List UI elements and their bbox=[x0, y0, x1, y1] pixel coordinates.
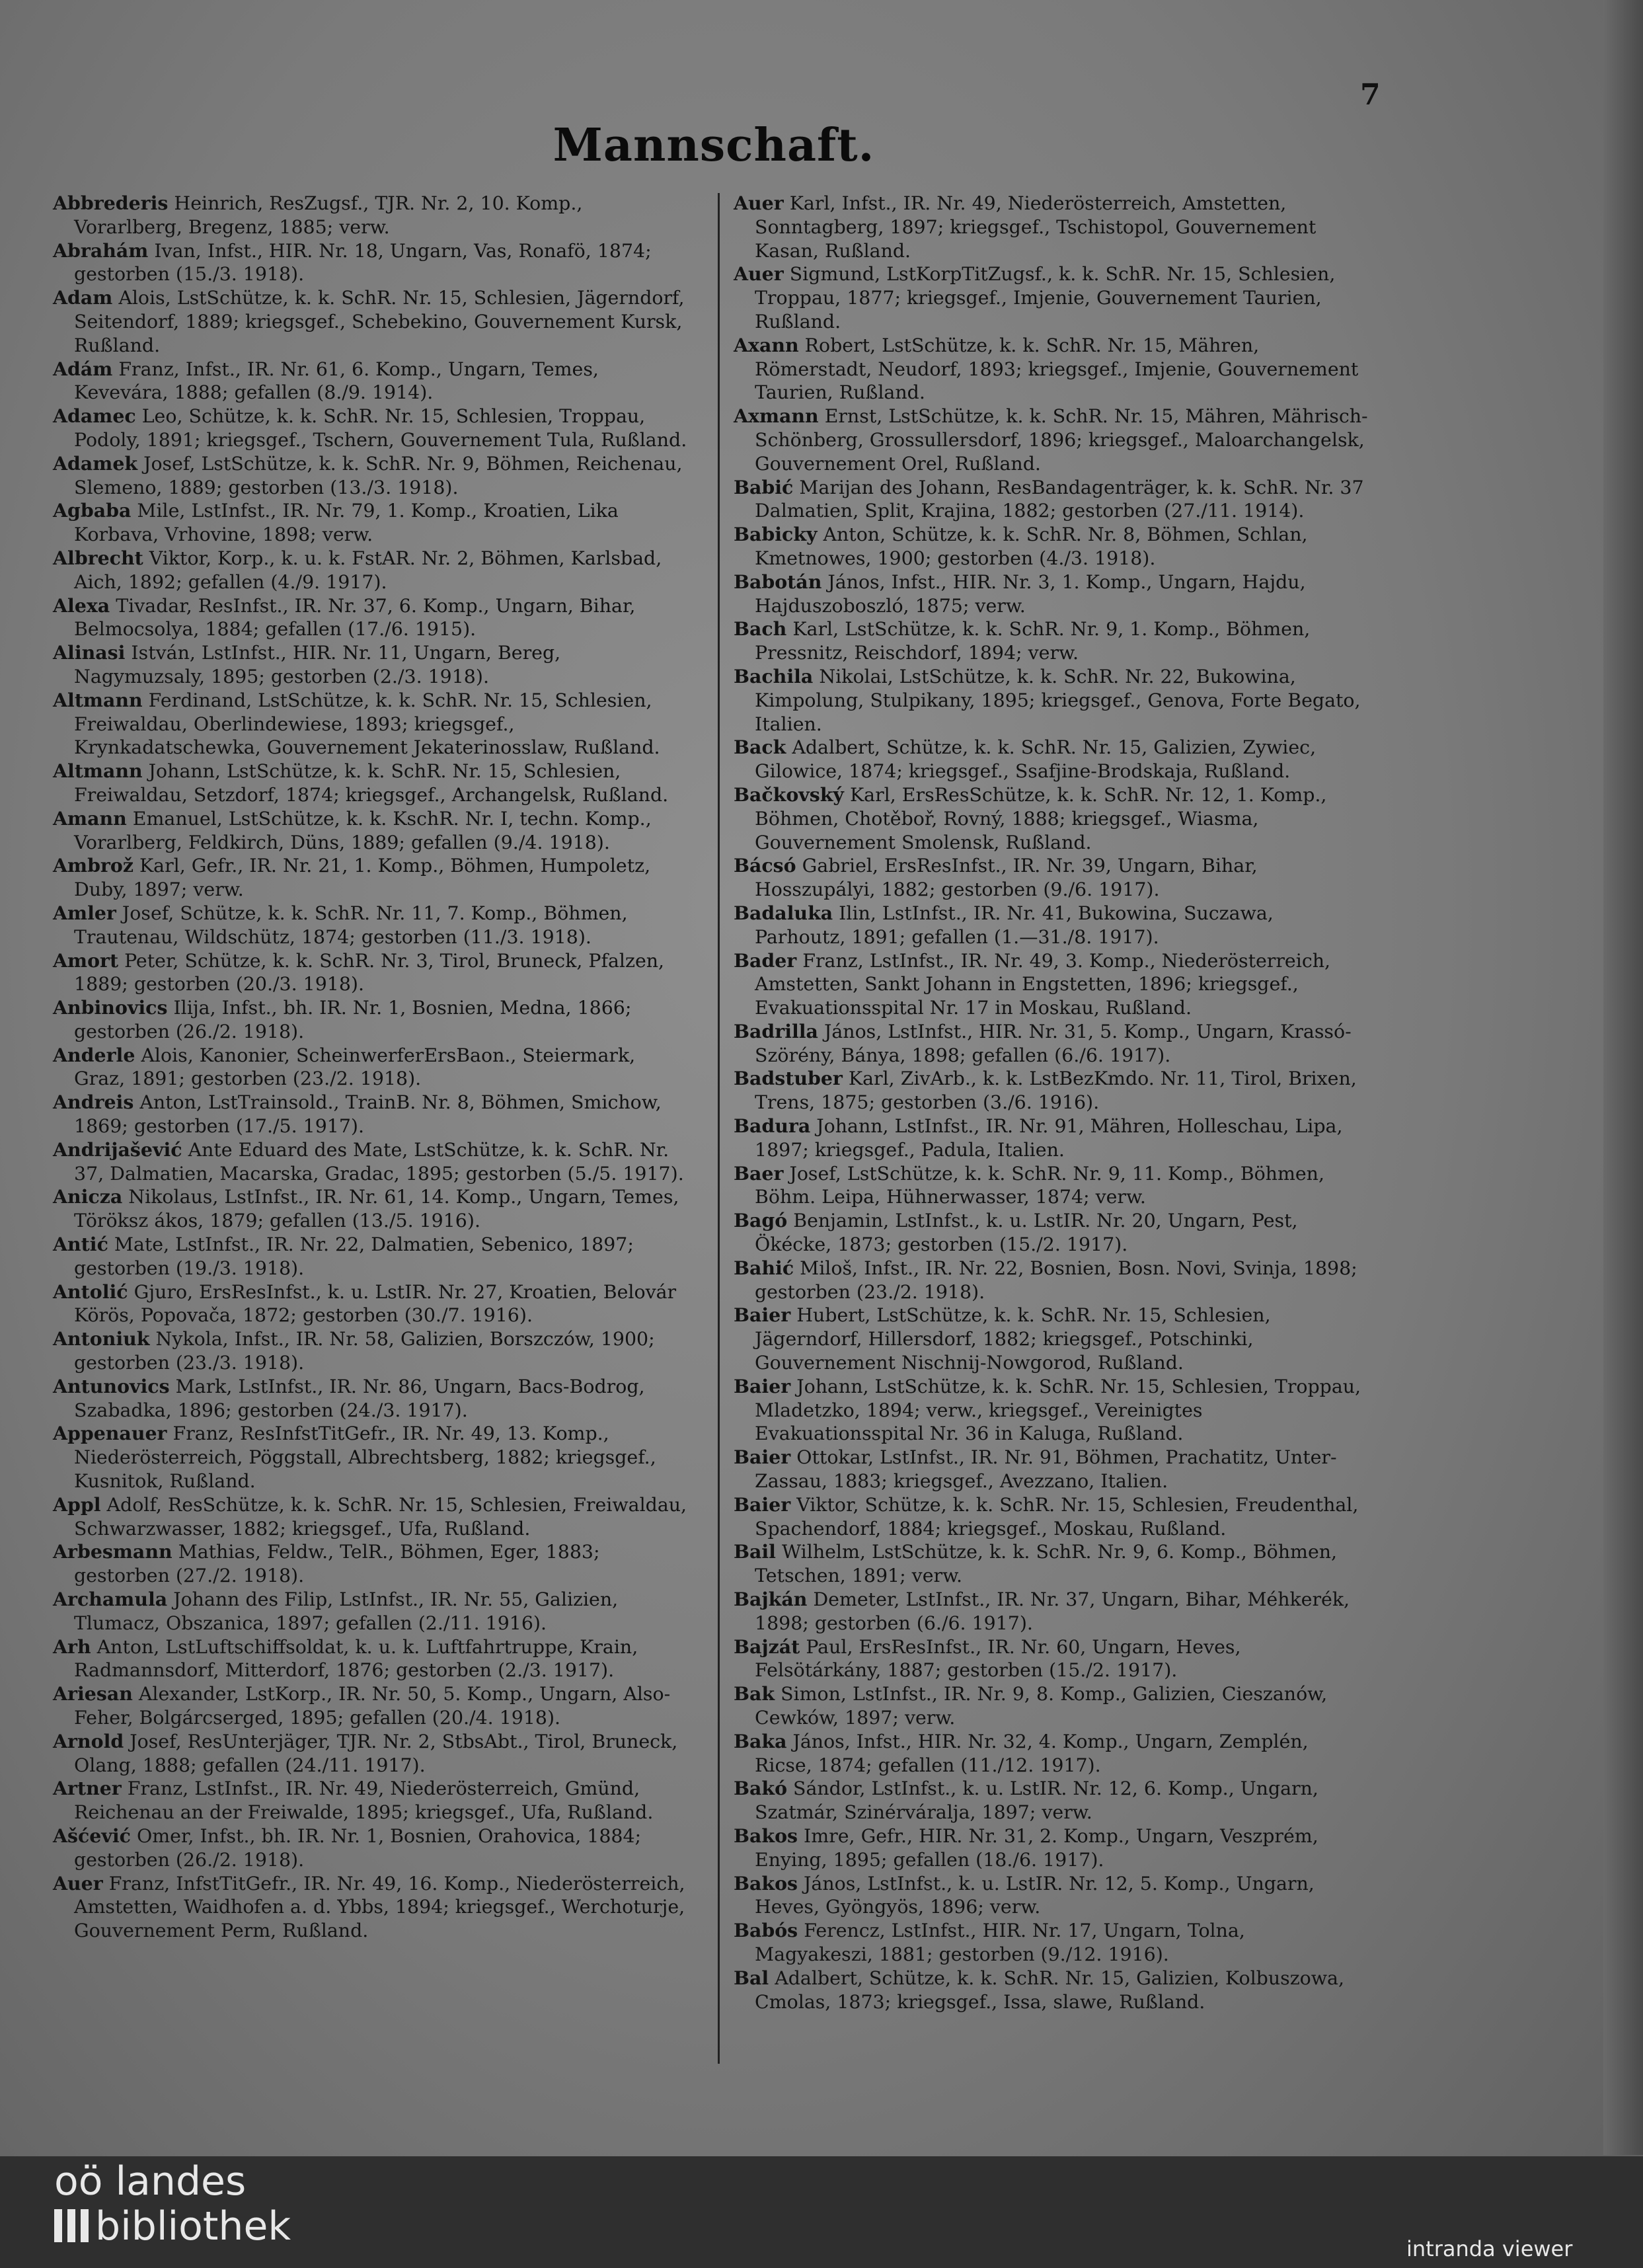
register-entry bbox=[734, 783, 1368, 854]
entry-details: Adalbert, Schütze, k. k. SchR. Nr. 15, Galizien, Kolbuszowa, Cmolas, 1873; kriegsgef., Issa, slawe, Rußland. bbox=[755, 1967, 1345, 2013]
register-entry bbox=[734, 1446, 1368, 1493]
register-entry bbox=[734, 1540, 1368, 1588]
register-entry bbox=[53, 1824, 687, 1872]
entry-surname: Axann bbox=[734, 333, 799, 356]
entry-surname: Bajkán bbox=[734, 1588, 808, 1611]
entry-details: Imre, Gefr., HIR. Nr. 31, 2. Komp., Ungarn, Veszprém, Enying, 1895; gefallen (18./6. 1917). bbox=[755, 1824, 1318, 1871]
entry-details: János, Infst., HIR. Nr. 3, 1. Komp., Ungarn, Hajdu, Hajduszoboszló, 1875; verw. bbox=[755, 570, 1306, 617]
register-entry bbox=[734, 1375, 1368, 1446]
right-column bbox=[734, 192, 1368, 2014]
entry-details: Gabriel, ErsResInfst., IR. Nr. 39, Ungarn, Bihar, Hosszupályi, 1882; gestorben (9./6. 1917). bbox=[755, 855, 1258, 901]
entry-surname: Amort bbox=[53, 949, 119, 972]
entry-surname: Adamec bbox=[53, 405, 136, 428]
entry-surname: Babós bbox=[734, 1919, 798, 1942]
entry-details: Karl, Infst., IR. Nr. 49, Niederösterreich, Amstetten, Sonntagberg, 1897; kriegsgef., Tschistopol, Gouvernement Kasan, Rußland. bbox=[755, 192, 1317, 262]
entry-details: János, Infst., HIR. Nr. 32, 4. Komp., Ungarn, Zemplén, Ricse, 1874; gefallen (11./12. 1917). bbox=[755, 1730, 1309, 1776]
register-entry bbox=[53, 760, 687, 807]
entry-details: Karl, LstSchütze, k. k. SchR. Nr. 9, 1. Komp., Böhmen, Pressnitz, Reischdorf, 1894; verw. bbox=[755, 618, 1311, 664]
register-entry bbox=[53, 949, 687, 997]
entry-details: Paul, ErsResInfst., IR. Nr. 60, Ungarn, Heves, Felsötárkány, 1887; gestorben (15./2. 1917). bbox=[755, 1635, 1241, 1682]
entry-surname: Arnold bbox=[53, 1729, 124, 1752]
register-entry bbox=[53, 1635, 687, 1683]
entry-surname: Baka bbox=[734, 1729, 787, 1752]
entry-surname: Badura bbox=[734, 1114, 811, 1138]
register-entry bbox=[53, 239, 687, 287]
register-entry bbox=[53, 854, 687, 902]
register-entry bbox=[734, 665, 1368, 736]
viewer-label: intranda viewer bbox=[1406, 2236, 1573, 2261]
entry-surname: Bachila bbox=[734, 664, 814, 687]
register-entry bbox=[734, 1067, 1368, 1114]
entry-surname: Bahić bbox=[734, 1256, 794, 1279]
register-entry bbox=[734, 1967, 1368, 2014]
entry-details: Viktor, Korp., k. u. k. FstAR. Nr. 2, Böhmen, Karlsbad, Aich, 1892; gefallen (4./9. 1917). bbox=[74, 547, 662, 593]
entry-details: Ferencz, LstInfst., HIR. Nr. 17, Ungarn, Tolna, Magyakeszi, 1881; gestorben (9./12. 1916). bbox=[755, 1920, 1245, 1965]
entry-details: Demeter, LstInfst., IR. Nr. 37, Ungarn, Bihar, Méhkerék, 1898; gestorben (6./6. 1917). bbox=[755, 1588, 1350, 1634]
entry-surname: Babotán bbox=[734, 570, 822, 593]
entry-details: János, LstInfst., k. u. LstIR. Nr. 12, 5. Komp., Ungarn, Heves, Gyöngyös, 1896; verw. bbox=[755, 1872, 1315, 1918]
entry-details: Nykola, Infst., IR. Nr. 58, Galizien, Borszczów, 1900; gestorben (23./3. 1918). bbox=[74, 1328, 655, 1374]
register-entry bbox=[734, 1777, 1368, 1824]
register-entry bbox=[53, 452, 687, 500]
register-entry bbox=[53, 689, 687, 760]
register-entry bbox=[53, 594, 687, 642]
register-entry bbox=[53, 1777, 687, 1824]
page-edge bbox=[1603, 0, 1643, 2155]
entry-surname: Bakó bbox=[734, 1777, 787, 1800]
entry-details: Franz, Infst., IR. Nr. 61, 6. Komp., Ungarn, Temes, Kevevára, 1888; gefallen (8./9. 1914). bbox=[74, 358, 599, 404]
entry-details: Johann des Filip, LstInfst., IR. Nr. 55, Galizien, Tlumacz, Obszanica, 1897; gefallen (2./11. 1916). bbox=[74, 1588, 619, 1634]
register-entry bbox=[53, 641, 687, 689]
entry-surname: Archamula bbox=[53, 1588, 168, 1611]
register-entry bbox=[734, 1919, 1368, 1967]
entry-details: Wilhelm, LstSchütze, k. k. SchR. Nr. 9, 6. Komp., Böhmen, Tetschen, 1891; verw. bbox=[755, 1541, 1338, 1587]
entry-details: Ilin, LstInfst., IR. Nr. 41, Bukowina, Suczawa, Parhoutz, 1891; gefallen (1.—31./8. 1917). bbox=[755, 902, 1274, 948]
entry-surname: Auer bbox=[53, 1871, 103, 1895]
register-entry bbox=[53, 1730, 687, 1778]
entry-surname: Baier bbox=[734, 1493, 791, 1516]
entry-details: Robert, LstSchütze, k. k. SchR. Nr. 15, Mähren, Römerstadt, Neudorf, 1893; kriegsgef., Imjenie, Gouvernement Taurien, Rußland. bbox=[755, 334, 1359, 404]
entry-surname: Auer bbox=[734, 262, 784, 286]
register-entry bbox=[53, 405, 687, 452]
entry-surname: Babić bbox=[734, 475, 794, 498]
register-entry bbox=[734, 476, 1368, 524]
entry-details: Franz, LstInfst., IR. Nr. 49, 3. Komp., Niederösterreich, Amstetten, Sankt Johann in Engstetten, 1896; kriegsgef., Evakuationsspital Nr. 17 in Moskau, Rußland. bbox=[755, 949, 1331, 1019]
entry-details: Ernst, LstSchütze, k. k. SchR. Nr. 15, Mähren, Mährisch-Schönberg, Grossullersdorf, 1896; kriegsgef., Maloarchangelsk, Gouvernement Orel, Rußland. bbox=[755, 405, 1368, 475]
entry-surname: Bader bbox=[734, 949, 797, 972]
register-entry bbox=[53, 1233, 687, 1280]
register-entry bbox=[53, 1682, 687, 1730]
entry-details: Franz, LstInfst., IR. Nr. 49, Niederösterreich, Gmünd, Reichenau an der Freiwalde, 1895; kriegsgef., Ufa, Rußland. bbox=[74, 1778, 654, 1824]
entry-surname: Bakos bbox=[734, 1824, 798, 1847]
register-entry bbox=[734, 949, 1368, 1020]
entry-surname: Bačkovský bbox=[734, 783, 844, 806]
register-entry bbox=[53, 902, 687, 949]
register-entry bbox=[53, 499, 687, 547]
entry-surname: Alexa bbox=[53, 594, 110, 617]
register-entry bbox=[53, 1588, 687, 1635]
entry-details: Alois, Kanonier, ScheinwerferErsBaon., Steiermark, Graz, 1891; gestorben (23./2. 1918). bbox=[74, 1044, 636, 1090]
entry-surname: Baier bbox=[734, 1374, 791, 1397]
entry-surname: Anderle bbox=[53, 1043, 135, 1066]
entry-surname: Andrijašević bbox=[53, 1138, 182, 1161]
entry-surname: Amann bbox=[53, 806, 127, 830]
register-entry bbox=[53, 1375, 687, 1423]
entry-details: János, LstInfst., HIR. Nr. 31, 5. Komp., Ungarn, Krassó-Szörény, Bánya, 1898; gefallen (6./6. 1917). bbox=[755, 1020, 1352, 1066]
register-entry bbox=[734, 1114, 1368, 1162]
entry-details: Ottokar, LstInfst., IR. Nr. 91, Böhmen, Prachatitz, Unter-Zassau, 1883; kriegsgef., Avezzano, Italien. bbox=[755, 1446, 1337, 1493]
register-entry bbox=[53, 1493, 687, 1541]
entry-details: Karl, Gefr., IR. Nr. 21, 1. Komp., Böhmen, Humpoletz, Duby, 1897; verw. bbox=[74, 855, 651, 901]
entry-details: Omer, Infst., bh. IR. Nr. 1, Bosnien, Orahovica, 1884; gestorben (26./2. 1918). bbox=[74, 1824, 642, 1871]
entry-details: Franz, InfstTitGefr., IR. Nr. 49, 16. Komp., Niederösterreich, Amstetten, Waidhofen a. d. Ybbs, 1894; kriegsgef., Werchoturje, Gouvernement Perm, Rußland. bbox=[74, 1872, 685, 1942]
register-entry bbox=[53, 1044, 687, 1091]
entry-surname: Alinasi bbox=[53, 641, 126, 664]
logo-line-2: bibliothek bbox=[95, 2203, 291, 2249]
register-entry bbox=[734, 1493, 1368, 1541]
entry-details: Johann, LstSchütze, k. k. SchR. Nr. 15, Schlesien, Freiwaldau, Setzdorf, 1874; kriegsgef., Archangelsk, Rußland. bbox=[74, 760, 669, 806]
entry-surname: Baier bbox=[734, 1304, 791, 1327]
entry-details: Simon, LstInfst., IR. Nr. 9, 8. Komp., Galizien, Cieszanów, Cewków, 1897; verw. bbox=[755, 1683, 1328, 1729]
register-entry bbox=[53, 807, 687, 855]
register-entry bbox=[53, 1091, 687, 1138]
entry-surname: Abbrederis bbox=[53, 192, 169, 214]
library-logo bbox=[54, 2160, 291, 2250]
register-entry bbox=[53, 286, 687, 357]
entry-details: Ante Eduard des Mate, LstSchütze, k. k. SchR. Nr. 37, Dalmatien, Macarska, Gradac, 1895; gestorben (5./5. 1917). bbox=[74, 1138, 684, 1185]
entry-surname: Baer bbox=[734, 1161, 784, 1185]
register-entry bbox=[734, 1257, 1368, 1304]
page-number: 7 bbox=[1360, 78, 1381, 112]
register-entry bbox=[734, 1682, 1368, 1730]
entry-surname: Ašćević bbox=[53, 1824, 131, 1847]
register-entry bbox=[53, 358, 687, 405]
entry-details: Josef, LstSchütze, k. k. SchR. Nr. 9, 11. Komp., Böhmen, Böhm. Leipa, Hühnerwasser, 1874; verw. bbox=[755, 1162, 1324, 1208]
entry-surname: Antoniuk bbox=[53, 1327, 150, 1350]
register-entry bbox=[734, 617, 1368, 665]
entry-surname: Badstuber bbox=[734, 1067, 843, 1090]
logo-bars-icon bbox=[54, 2209, 89, 2242]
entry-details: Leo, Schütze, k. k. SchR. Nr. 15, Schlesien, Troppau, Podoly, 1891; kriegsgef., Tschern, Gouvernement Tula, Rußland. bbox=[74, 405, 687, 451]
register-entry bbox=[53, 1138, 687, 1186]
entry-details: Viktor, Schütze, k. k. SchR. Nr. 15, Schlesien, Freudenthal, Spachendorf, 1884; kriegsgef., Moskau, Rußland. bbox=[755, 1493, 1359, 1540]
entry-surname: Bak bbox=[734, 1682, 775, 1705]
register-entry bbox=[734, 1588, 1368, 1635]
entry-details: Ilija, Infst., bh. IR. Nr. 1, Bosnien, Medna, 1866; gestorben (26./2. 1918). bbox=[74, 997, 632, 1042]
entry-surname: Antolić bbox=[53, 1280, 128, 1303]
entry-surname: Altmann bbox=[53, 688, 143, 711]
register-entry bbox=[734, 405, 1368, 475]
register-entry bbox=[53, 1185, 687, 1233]
entry-surname: Adam bbox=[53, 286, 113, 309]
entry-surname: Axmann bbox=[734, 405, 819, 428]
entry-surname: Ariesan bbox=[53, 1682, 133, 1705]
entry-surname: Babicky bbox=[734, 523, 818, 546]
register-entry bbox=[53, 1872, 687, 1943]
entry-surname: Amler bbox=[53, 901, 116, 924]
entry-details: Marijan des Johann, ResBandagenträger, k. k. SchR. Nr. 37 Dalmatien, Split, Krajina, 1882; gestorben (27./11. 1914). bbox=[755, 476, 1364, 522]
entry-surname: Altmann bbox=[53, 760, 143, 783]
entry-details: Ferdinand, LstSchütze, k. k. SchR. Nr. 15, Schlesien, Freiwaldau, Oberlindewiese, 1893; kriegsgef., Krynkadatschewka, Gouvernement Jekaterinosslaw, Rußland. bbox=[74, 689, 660, 759]
register-entry bbox=[734, 1304, 1368, 1374]
entry-details: Sándor, LstInfst., k. u. LstIR. Nr. 12, 6. Komp., Ungarn, Szatmár, Szinérváralja, 1897; verw. bbox=[755, 1778, 1318, 1824]
logo-line-1: oö landes bbox=[54, 2158, 247, 2205]
register-entry bbox=[734, 736, 1368, 783]
entry-details: Heinrich, ResZugsf., TJR. Nr. 2, 10. Komp., Vorarlberg, Bregenz, 1885; verw. bbox=[74, 192, 583, 238]
entry-surname: Ambrož bbox=[53, 854, 134, 877]
entry-details: Johann, LstInfst., IR. Nr. 91, Mähren, Holleschau, Lipa, 1897; kriegsgef., Padula, Italien. bbox=[755, 1115, 1343, 1161]
entry-surname: Anbinovics bbox=[53, 996, 168, 1019]
entry-surname: Appenauer bbox=[53, 1422, 167, 1445]
register-entry bbox=[734, 1162, 1368, 1210]
register-entry bbox=[734, 1824, 1368, 1872]
register-entry bbox=[734, 1872, 1368, 1920]
entry-details: Josef, Schütze, k. k. SchR. Nr. 11, 7. Komp., Böhmen, Trautenau, Wildschütz, 1874; gestorben (11./3. 1918). bbox=[74, 902, 628, 948]
entry-details: Mathias, Feldw., TelR., Böhmen, Eger, 1883; gestorben (27./2. 1918). bbox=[74, 1541, 600, 1587]
register-entry bbox=[734, 1209, 1368, 1257]
register-entry bbox=[734, 1635, 1368, 1683]
register-entry bbox=[734, 192, 1368, 262]
left-column bbox=[53, 192, 687, 1943]
entry-details: Franz, ResInfstTitGefr., IR. Nr. 49, 13. Komp., Niederösterreich, Pöggstall, Albrechtsberg, 1882; kriegsgef., Kusnitok, Rußland. bbox=[74, 1423, 656, 1493]
register-entry bbox=[53, 192, 687, 239]
entry-surname: Bajzát bbox=[734, 1635, 800, 1658]
entry-surname: Bach bbox=[734, 617, 787, 641]
entry-surname: Anicza bbox=[53, 1185, 123, 1208]
entry-surname: Antunovics bbox=[53, 1374, 170, 1397]
entry-details: Johann, LstSchütze, k. k. SchR. Nr. 15, Schlesien, Troppau, Mladetzko, 1894; verw., kriegsgef., Vereinigtes Evakuationsspital Nr. 36 in Kaluga, Rußland. bbox=[755, 1375, 1361, 1445]
register-entry bbox=[734, 1730, 1368, 1778]
entry-surname: Bail bbox=[734, 1540, 776, 1563]
register-entry bbox=[53, 1280, 687, 1328]
entry-surname: Bagó bbox=[734, 1209, 788, 1232]
entry-details: Josef, ResUnterjäger, TJR. Nr. 2, StbsAbt., Tirol, Bruneck, Olang, 1888; gefallen (24./11. 1917). bbox=[74, 1730, 678, 1776]
entry-surname: Bácsó bbox=[734, 854, 796, 877]
entry-details: István, LstInfst., HIR. Nr. 11, Ungarn, Bereg, Nagymuzsaly, 1895; gestorben (2./3. 1918). bbox=[74, 642, 561, 687]
entry-surname: Arh bbox=[53, 1635, 91, 1658]
register-entry bbox=[53, 1422, 687, 1493]
entry-surname: Artner bbox=[53, 1777, 122, 1800]
register-entry bbox=[734, 902, 1368, 949]
register-entry bbox=[53, 996, 687, 1044]
entry-details: Benjamin, LstInfst., k. u. LstIR. Nr. 20, Ungarn, Pest, Ökécke, 1873; gestorben (15./2. 1917). bbox=[755, 1210, 1298, 1256]
register-entry bbox=[53, 1540, 687, 1588]
entry-details: Sigmund, LstKorpTitZugsf., k. k. SchR. Nr. 15, Schlesien, Troppau, 1877; kriegsgef., Imjenie, Gouvernement Taurien, Rußland. bbox=[755, 263, 1336, 332]
entry-surname: Adamek bbox=[53, 451, 138, 475]
entry-details: Nikolaus, LstInfst., IR. Nr. 61, 14. Komp., Ungarn, Temes, Töröksz ákos, 1879; gefallen (13./5. 1916). bbox=[74, 1186, 679, 1232]
entry-details: Karl, ErsResSchütze, k. k. SchR. Nr. 12, 1. Komp., Böhmen, Chotěboř, Rovný, 1888; kriegsgef., Wiasma, Gouvernement Smolensk, Rußland. bbox=[755, 783, 1327, 853]
entry-surname: Back bbox=[734, 736, 786, 759]
page-heading: Mannschaft. bbox=[553, 119, 875, 172]
entry-details: Mark, LstInfst., IR. Nr. 86, Ungarn, Bacs-Bodrog, Szabadka, 1896; gestorben (24./3. 1917). bbox=[74, 1375, 645, 1421]
register-entry bbox=[734, 570, 1368, 618]
entry-surname: Bakos bbox=[734, 1871, 798, 1895]
entry-details: Tivadar, ResInfst., IR. Nr. 37, 6. Komp., Ungarn, Bihar, Belmocsolya, 1884; gefallen (17./6. 1915). bbox=[74, 594, 636, 641]
entry-details: Mate, LstInfst., IR. Nr. 22, Dalmatien, Sebenico, 1897; gestorben (19./3. 1918). bbox=[74, 1233, 634, 1279]
entry-surname: Baier bbox=[734, 1446, 791, 1469]
register-entry bbox=[53, 547, 687, 594]
entry-surname: Bal bbox=[734, 1966, 769, 1989]
entry-details: Gjuro, ErsResInfst., k. u. LstIR. Nr. 27, Kroatien, Belovár Körös, Popovača, 1872; gestorben (30./7. 1916). bbox=[74, 1280, 677, 1327]
entry-surname: Appl bbox=[53, 1493, 101, 1516]
entry-surname: Badaluka bbox=[734, 901, 833, 924]
entry-details: Mile, LstInfst., IR. Nr. 79, 1. Komp., Kroatien, Lika Korbava, Vrhovine, 1898; verw. bbox=[74, 500, 619, 546]
register-entry bbox=[734, 854, 1368, 902]
entry-surname: Antić bbox=[53, 1233, 108, 1256]
entry-surname: Adám bbox=[53, 357, 113, 380]
entry-details: Josef, LstSchütze, k. k. SchR. Nr. 9, Böhmen, Reichenau, Slemeno, 1889; gestorben (13./3. 1918). bbox=[74, 452, 683, 498]
register-entry bbox=[734, 523, 1368, 570]
register-entry bbox=[53, 1327, 687, 1375]
entry-details: Anton, Schütze, k. k. SchR. Nr. 8, Böhmen, Schlan, Kmetnowes, 1900; gestorben (4./3. 1918). bbox=[755, 524, 1308, 569]
entry-details: Emanuel, LstSchütze, k. k. KschR. Nr. I, techn. Komp., Vorarlberg, Feldkirch, Düns, 1889; gefallen (9./4. 1918). bbox=[74, 807, 652, 853]
entry-details: Karl, ZivArb., k. k. LstBezKmdo. Nr. 11, Tirol, Brixen, Trens, 1875; gestorben (3./6. 1916). bbox=[755, 1068, 1357, 1114]
entry-details: Alexander, LstKorp., IR. Nr. 50, 5. Komp., Ungarn, Also-Feher, Bolgárcserged, 1895; gefallen (20./4. 1918). bbox=[74, 1683, 671, 1729]
register-entry bbox=[734, 1020, 1368, 1068]
entry-details: Adolf, ResSchütze, k. k. SchR. Nr. 15, Schlesien, Freiwaldau, Schwarzwasser, 1882; kriegsgef., Ufa, Rußland. bbox=[74, 1493, 687, 1540]
entry-surname: Albrecht bbox=[53, 546, 143, 569]
entry-details: Ivan, Infst., HIR. Nr. 18, Ungarn, Vas, Ronafö, 1874; gestorben (15./3. 1918). bbox=[74, 239, 652, 286]
entry-surname: Andreis bbox=[53, 1091, 134, 1114]
entry-surname: Auer bbox=[734, 192, 784, 214]
column-divider bbox=[718, 193, 720, 2064]
entry-details: Alois, LstSchütze, k. k. SchR. Nr. 15, Schlesien, Jägerndorf, Seitendorf, 1889; kriegsgef., Schebekino, Gouvernement Kursk, Rußland. bbox=[74, 287, 685, 356]
entry-surname: Arbesmann bbox=[53, 1540, 172, 1563]
entry-surname: Badrilla bbox=[734, 1019, 818, 1042]
entry-details: Hubert, LstSchütze, k. k. SchR. Nr. 15, Schlesien, Jägerndorf, Hillersdorf, 1882; kriegsgef., Potschinki, Gouvernement Nischnij-Nowgorod, Rußland. bbox=[755, 1304, 1271, 1374]
entry-details: Miloš, Infst., IR. Nr. 22, Bosnien, Bosn. Novi, Svinja, 1898; gestorben (23./2. 1918). bbox=[755, 1257, 1357, 1303]
register-entry bbox=[734, 334, 1368, 405]
entry-details: Peter, Schütze, k. k. SchR. Nr. 3, Tirol, Bruneck, Pfalzen, 1889; gestorben (20./3. 1918). bbox=[74, 949, 665, 996]
register-entry bbox=[734, 262, 1368, 333]
entry-details: Anton, LstLuftschiffsoldat, k. u. k. Luftfahrtruppe, Krain, Radmannsdorf, Mitterdorf, 1876; gestorben (2./3. 1917). bbox=[74, 1635, 638, 1682]
entry-details: Anton, LstTrainsold., TrainB. Nr. 8, Böhmen, Smichow, 1869; gestorben (17./5. 1917). bbox=[74, 1091, 662, 1138]
entry-details: Nikolai, LstSchütze, k. k. SchR. Nr. 22, Bukowina, Kimpolung, Stulpikany, 1895; kriegsgef., Genova, Forte Begato, Italien. bbox=[755, 665, 1361, 735]
entry-surname: Abrahám bbox=[53, 239, 149, 262]
entry-details: Adalbert, Schütze, k. k. SchR. Nr. 15, Galizien, Zywiec, Gilowice, 1874; kriegsgef., Ssafjine-Brodskaja, Rußland. bbox=[755, 736, 1317, 783]
entry-surname: Agbaba bbox=[53, 499, 132, 522]
